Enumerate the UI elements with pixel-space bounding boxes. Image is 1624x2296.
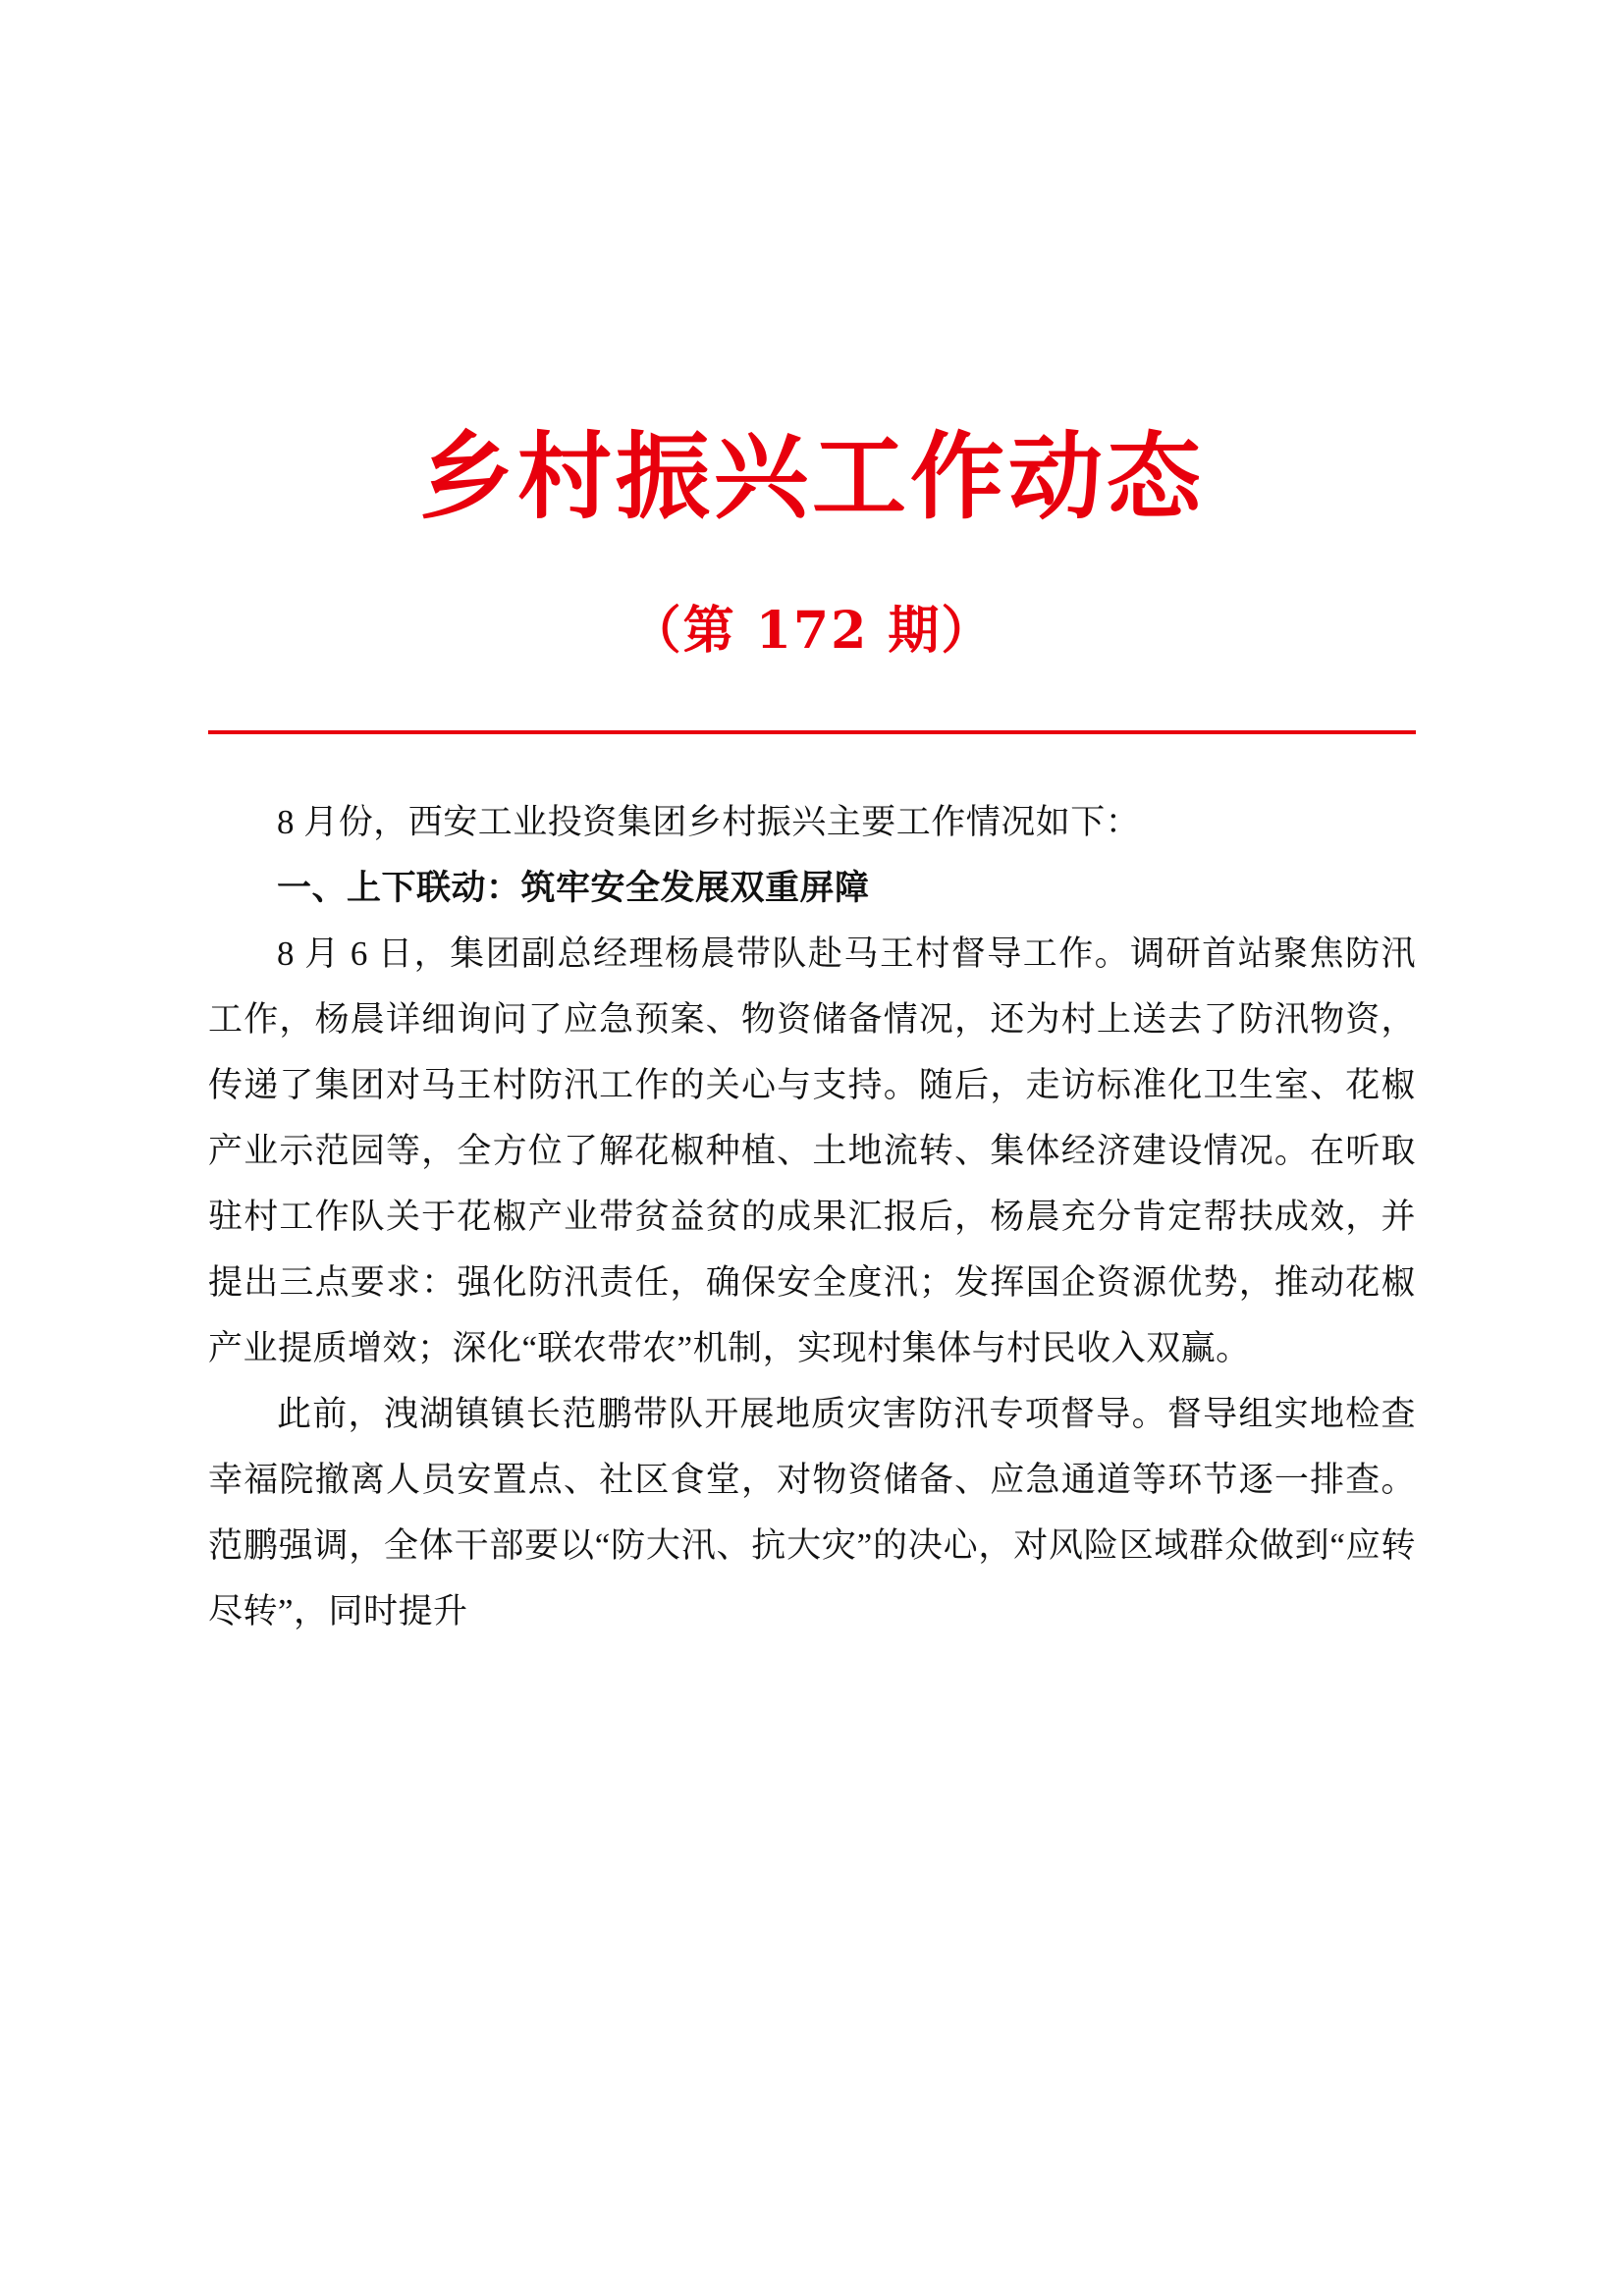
section-heading-1: 一、上下联动：筑牢安全发展双重屏障 xyxy=(277,868,870,907)
masthead xyxy=(208,0,1416,662)
body-paragraph-intro: 8 月份，西安工业投资集团乡村振兴主要工作情况如下： xyxy=(277,802,1141,841)
document-body xyxy=(208,789,1416,1644)
body-paragraph-1: 8 月 6 日，集团副总经理杨晨带队赴马王村督导工作。调研首站聚焦防汛工作，杨晨详细询问了应急预案、物资储备情况，还为村上送去了防汛物资，传递了集团对马王村防汛工作的关心与支持。随后，走访标准化卫生室、花椒产业示范园等，全方位了解花椒种植、土地流转、集体经济建设情况。在听取驻村工作队关于花椒产业带贫益贫的成果汇报后，杨晨充分肯定帮扶成效，并提出三点要求：强化防汛责任，确保安全度汛；发挥国企资源优势，推动花椒产业提质增效；深化“联农带农”机制，实现村集体与村民收入双赢。 xyxy=(208,934,1416,1367)
body-paragraph-2: 此前，洩湖镇镇长范鹏带队开展地质灾害防汛专项督导。督导组实地检查幸福院撤离人员安置点、社区食堂，对物资储备、应急通道等环节逐一排查。范鹏强调，全体干部要以“防大汛、抗大灾”的决心，对风险区域群众做到“应转尽转”，同时提升 xyxy=(208,1394,1416,1630)
page-title: 乡村振兴工作动态 xyxy=(419,421,1205,532)
issue-number: （第 172 期） xyxy=(629,600,995,661)
red-divider-line xyxy=(208,730,1416,734)
